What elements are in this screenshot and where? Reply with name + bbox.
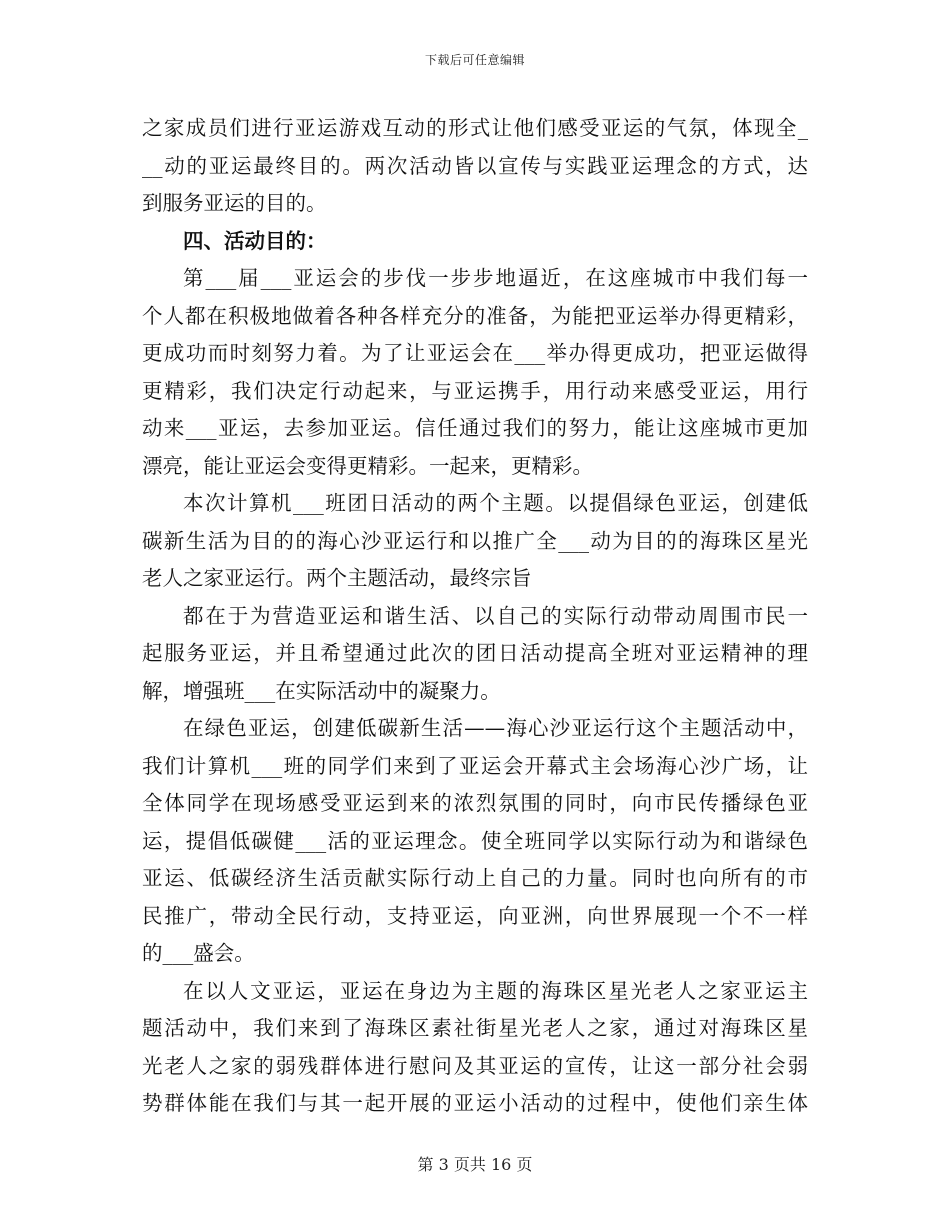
text-line: 碳新生活为目的的海心沙亚运行和以推广全___动为目的的海珠区星光 — [142, 528, 808, 553]
text-line: 老人之家亚运行。两个主题活动，最终宗旨 — [142, 566, 532, 590]
text-line: 题活动中，我们来到了海珠区素社街星光老人之家，通过对海珠区星 — [142, 1016, 808, 1040]
text-line: 到服务亚运的目的。 — [142, 191, 327, 215]
section-heading: 四、活动目的： — [183, 228, 327, 253]
text-line: 运，提倡低碳健___活的亚运理念。使全班同学以实际行动为和谐绿色 — [142, 828, 808, 853]
text-line: 民推广，带动全民行动，支持亚运，向亚洲，向世界展现一个不一样 — [142, 903, 808, 928]
text-line: 在以人文亚运，亚运在身边为主题的海珠区星光老人之家亚运主 — [183, 978, 808, 1003]
text-line: 光老人之家的弱残群体进行慰问及其亚运的宣传，让这一部分社会弱 — [142, 1053, 808, 1078]
text-line: 势群体能在我们与其一起开展的亚运小活动的过程中，使他们亲生体 — [142, 1091, 808, 1115]
document-body — [142, 110, 808, 1123]
text-line: 我们计算机___班的同学们来到了亚运会开幕式主会场海心沙广场，让 — [142, 753, 808, 778]
text-line: 在绿色亚运，创建低碳新生活——海心沙亚运行这个主题活动中， — [183, 716, 808, 740]
page-header: 下载后可任意编辑 — [424, 53, 525, 67]
text-line: 都在于为营造亚运和谐生活、以自己的实际行动带动周围市民一 — [183, 603, 808, 628]
text-line: 亚运、低碳经济生活贡献实际行动上自己的力量。同时也向所有的市 — [142, 866, 808, 890]
text-line: 起服务亚运，并且希望通过此次的团日活动提高全班对亚运精神的理 — [142, 641, 808, 665]
text-line: 更精彩，我们决定行动起来，与亚运携手，用行动来感受亚运，用行 — [142, 378, 808, 403]
text-line: 之家成员们进行亚运游戏互动的形式让他们感受亚运的气氛，体现全_ — [142, 116, 808, 140]
text-line: 第___届___亚运会的步伐一步步地逼近，在这座城市中我们每一 — [183, 266, 808, 290]
text-line: 动来___亚运，去参加亚运。信任通过我们的努力，能让这座城市更加 — [142, 416, 808, 440]
text-line: 更成功而时刻努力着。为了让亚运会在___举办得更成功，把亚运做得 — [142, 341, 808, 365]
text-line: 解，增强班___在实际活动中的凝聚力。 — [142, 678, 501, 703]
text-line: 漂亮，能让亚运会变得更精彩。一起来，更精彩。 — [142, 453, 593, 478]
page-number: 第 3 页共 16 页 — [417, 1155, 533, 1174]
text-line: __动的亚运最终目的。两次活动皆以宣传与实践亚运理念的方式，达 — [142, 153, 808, 178]
text-line: 全体同学在现场感受亚运到来的浓烈氛围的同时，向市民传播绿色亚 — [142, 791, 808, 815]
text-line: 的___盛会。 — [142, 941, 255, 965]
text-line: 本次计算机___班团日活动的两个主题。以提倡绿色亚运，创建低 — [183, 491, 808, 515]
text-line: 个人都在积极地做着各种各样充分的准备，为能把亚运举办得更精彩， — [142, 303, 808, 328]
